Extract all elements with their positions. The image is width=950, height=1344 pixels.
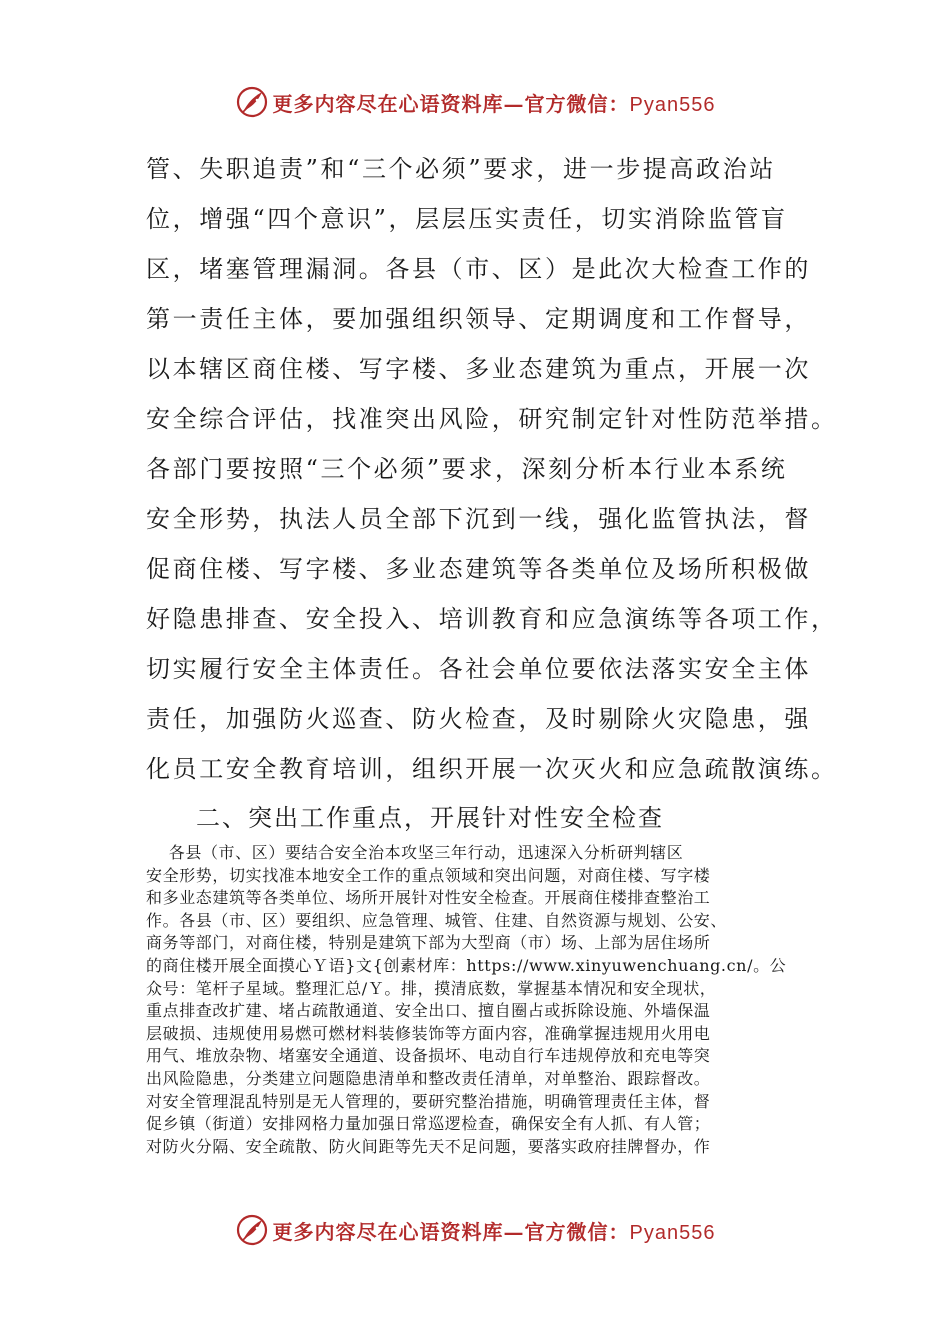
paragraph-line: 促乡镇（街道）安排网格力量加强日常巡逻检查，确保安全有人抓、有人管； — [146, 1114, 711, 1134]
section-heading: 二、突出工作重点，开展针对性安全检查 — [196, 804, 664, 832]
paragraph-line: 和多业态建筑等各类单位、场所开展针对性安全检查。开展商住楼排查整治工 — [146, 888, 711, 908]
header-watermark-banner — [0, 80, 950, 124]
paragraph-line: 的商住楼开展全面摸心Ｙ语}文{创素材库：https://www.xinyuwenchuang.cn/。公 — [146, 955, 787, 975]
paragraph-line: 对安全管理混乱特别是无人管理的，要研究整治措施，明确管理责任主体，督 — [146, 1091, 711, 1111]
watermark-site-text: 更多内容尽在心语资料库—官方微信： — [272, 1219, 630, 1244]
paragraph-line: 重点排查改扩建、堵占疏散通道、安全出口、擅自圈占或拆除设施、外墙保温 — [146, 1001, 711, 1021]
paragraph-line: 各部门要按照“三个必须”要求，深刻分析本行业本系统 — [146, 455, 788, 483]
body-paragraph-large — [146, 144, 838, 794]
paragraph-line: 用气、堆放杂物、堵塞安全通道、设备损坏、电动自行车违规停放和充电等突 — [146, 1046, 711, 1066]
paragraph-line: 层破损、违规使用易燃可燃材料装修装饰等方面内容，准确掌握违规用火用电 — [146, 1023, 711, 1043]
paragraph-line: 出风险隐患，分类建立问题隐患清单和整改责任清单，对单整治、跟踪督改。 — [146, 1068, 711, 1088]
footer-watermark-banner — [0, 1208, 950, 1252]
paragraph-line: 管、失职追责”和“三个必须”要求，进一步提高政治站 — [146, 155, 776, 183]
quill-logo-icon — [235, 1213, 269, 1247]
paragraph-line: 安全综合评估，找准突出风险，研究制定针对性防范举措。 — [146, 405, 838, 433]
paragraph-line: 对防火分隔、安全疏散、防火间距等先天不足问题，要落实政府挂牌督办，作 — [146, 1136, 711, 1156]
paragraph-line: 责任，加强防火巡查、防火检查，及时剔除火灾隐患，强 — [146, 705, 811, 733]
paragraph-line: 化员工安全教育培训，组织开展一次灭火和应急疏散演练。 — [146, 755, 838, 783]
paragraph-line: 作。各县（市、区）要组织、应急管理、城管、住建、自然资源与规划、公安、 — [146, 910, 728, 930]
paragraph-line: 安全形势，切实找准本地安全工作的重点领域和突出问题，对商住楼、写字楼 — [146, 865, 711, 885]
paragraph-line: 好隐患排查、安全投入、培训教育和应急演练等各项工作， — [146, 605, 838, 633]
paragraph-line: 商务等部门，对商住楼，特别是建筑下部为大型商（市）场、上部为居住场所 — [146, 933, 711, 953]
watermark-text — [273, 88, 716, 117]
paragraph-line: 以本辖区商住楼、写字楼、多业态建筑为重点，开展一次 — [146, 355, 811, 383]
paragraph-line: 位，增强“四个意识”，层层压实责任，切实消除监管盲 — [146, 205, 788, 233]
paragraph-line: 第一责任主体，要加强组织领导、定期调度和工作督导， — [146, 305, 811, 333]
paragraph-line: 众号：笔杆子星域。整理汇总/Ｙ。排，摸清底数，掌握基本情况和安全现状， — [146, 978, 717, 998]
body-paragraph-small — [146, 842, 816, 1158]
paragraph-line: 区，堵塞管理漏洞。各县（市、区）是此次大检查工作的 — [146, 255, 811, 283]
watermark-site-text: 更多内容尽在心语资料库—官方微信： — [272, 91, 630, 116]
watermark-text — [273, 1216, 716, 1245]
paragraph-line: 安全形势，执法人员全部下沉到一线，强化监管执法，督 — [146, 505, 811, 533]
watermark-wechat-id: Pyan556 — [629, 1221, 716, 1244]
paragraph-line: 促商住楼、写字楼、多业态建筑等各类单位及场所积极做 — [146, 555, 811, 583]
paragraph-line: 各县（市、区）要结合安全治本攻坚三年行动，迅速深入分析研判辖区 — [146, 843, 684, 862]
paragraph-line: 切实履行安全主体责任。各社会单位要依法落实安全主体 — [146, 655, 811, 683]
watermark-wechat-id: Pyan556 — [629, 93, 716, 116]
quill-logo-icon — [235, 85, 269, 119]
